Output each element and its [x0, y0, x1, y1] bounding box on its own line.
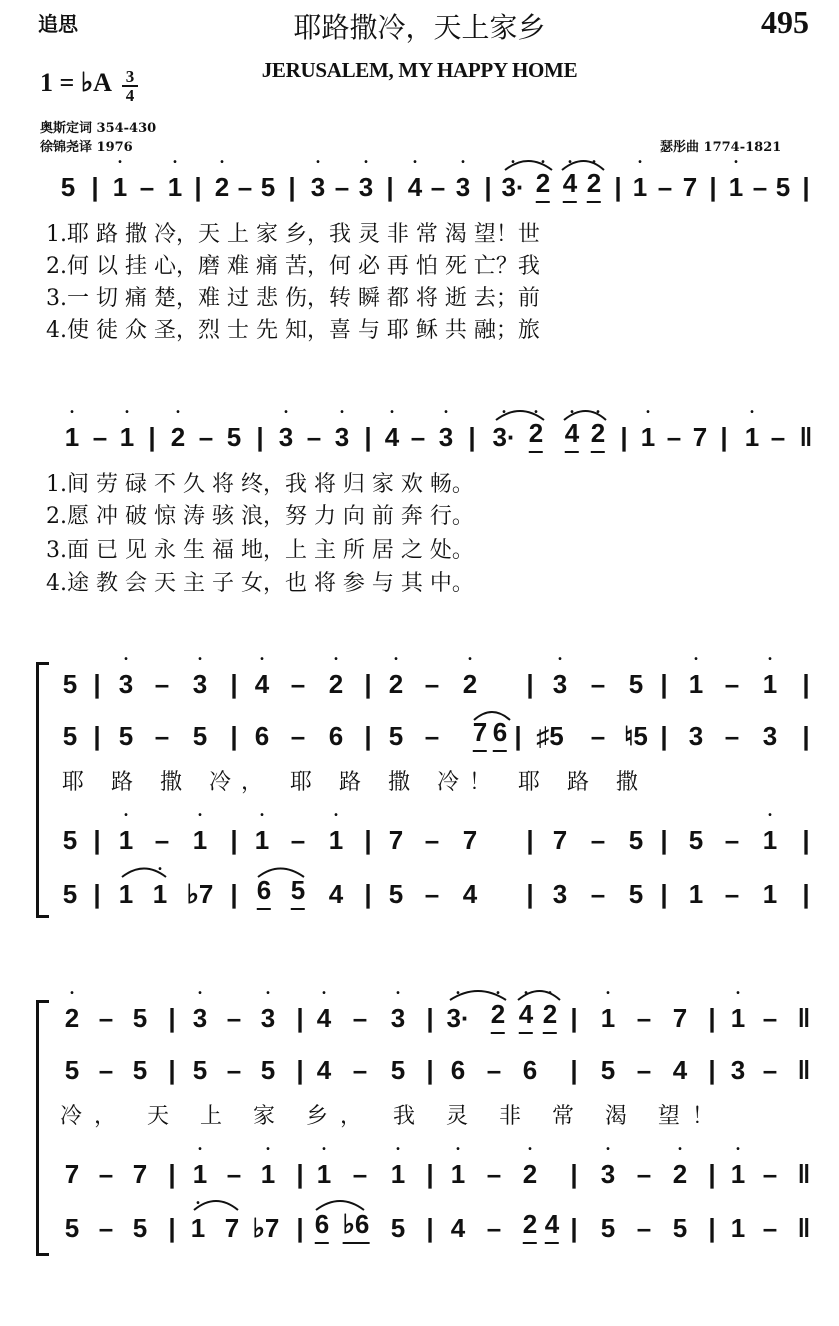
- verse-4-line-1: 4.使 徒 众 圣，烈 士 先 知，喜 与 耶 稣 共 融；旅: [46, 318, 540, 343]
- hymn-title: 耶路撒冷，天上家乡: [293, 11, 546, 44]
- refrain-soprano-2: • 2 – 5 | • 3 – • 3 | • 4 – • 3 | • 3· • 2 • 4 • 2 | • 1 – 7 | • 1 – ‖: [0, 996, 839, 1040]
- verse-2-line-1: 2.何 以 挂 心，磨 难 痛 苦，何 必 再 怕 死 亡？我: [46, 254, 540, 279]
- lyricist-credit: 奥斯定词 354-430: [40, 121, 157, 136]
- time-signature: [120, 68, 140, 104]
- refrain-lyric-2: 冷， 天 上 家 乡， 我 灵 非 常 渴 望！: [60, 1104, 726, 1129]
- hymn-subtitle: JERUSALEM, MY HAPPY HOME: [261, 58, 578, 82]
- verse-1-line-1: 1.耶 路 撒 冷，天 上 家 乡，我 灵 非 常 渴 望！世: [46, 222, 540, 247]
- refrain-alto-1: 5 | 5 – 5 | 6 – 6 | 5 – 7 6 | ♯5 – ♮5 | 3 – 3 |: [0, 714, 839, 758]
- meter-bottom: 4: [125, 86, 135, 105]
- refrain-bass-1: 5 | 1 • 1 ♭7 | 6 5 4 | 5 – 4 | 3 – 5 | 1 – 1 |: [0, 872, 839, 916]
- verse-3-line-2: 3.面 已 见 永 生 福 地，上 主 所 居 之 处。: [46, 538, 474, 563]
- refrain-tenor-2: 7 – 7 | • 1 – • 1 | • 1 – • 1 | • 1 – • 2 | • 3 – • 2 | • 1 – ‖: [0, 1152, 839, 1196]
- composer-credit: 瑟彤曲 1774-1821: [660, 140, 782, 155]
- refrain-bass-2: 5 – 5 | • 1 7 ♭7 | 6 ♭6 5 | 4 – 2 4 | 5 – 5 | 1 – ‖: [0, 1206, 839, 1250]
- translator-credit: 徐锦尧译 1976: [40, 140, 133, 155]
- verse-1-line-2: 1.间 劳 碌 不 久 将 终，我 将 归 家 欢 畅。: [46, 472, 474, 497]
- notation-line-1: 5 | • 1 – • 1 | • 2 – 5 | • 3 – • 3 | • 4 – • 3 | • 3· • 2 • 4 • 2 | • 1 – 7 | • 1 – 5 |: [0, 165, 839, 209]
- refrain-alto-2: 5 – 5 | 5 – 5 | 4 – 5 | 6 – 6 | 5 – 4 | 3 – ‖: [64, 1055, 811, 1085]
- category-label: 追思: [38, 12, 78, 36]
- verse-2-line-2: 2.愿 冲 破 惊 涛 骇 浪，努 力 向 前 奔 行。: [46, 504, 474, 529]
- refrain-soprano-1: 5 | • 3 – • 3 | • 4 – • 2 | • 2 – • 2 | • 3 – 5 | • 1 – • 1 |: [0, 662, 839, 706]
- verse-3-line-1: 3.一 切 痛 楚，难 过 悲 伤，转 瞬 都 将 逝 去；前: [46, 286, 540, 311]
- hymn-number: 495: [761, 4, 809, 40]
- verse-4-line-2: 4.途 教 会 天 主 子 女，也 将 参 与 其 中。: [46, 571, 474, 596]
- meter-top: 3: [125, 67, 135, 86]
- notation-line-2: • 1 – • 1 | • 2 – 5 | • 3 – • 3 | • 4 – • 3 | • 3· • 2 • 4 • 2 | • 1 – 7 | • 1 – ‖: [0, 415, 839, 459]
- key-signature: 1 = ♭A: [40, 68, 112, 97]
- refrain-tenor-1: 5 | • 1 – • 1 | • 1 – • 1 | 7 – 7 | 7 – 5 | 5 – • 1 |: [0, 818, 839, 862]
- refrain-lyric-1: 耶 路 撒 冷， 耶 路 撒 冷！ 耶 路 撒: [62, 770, 648, 795]
